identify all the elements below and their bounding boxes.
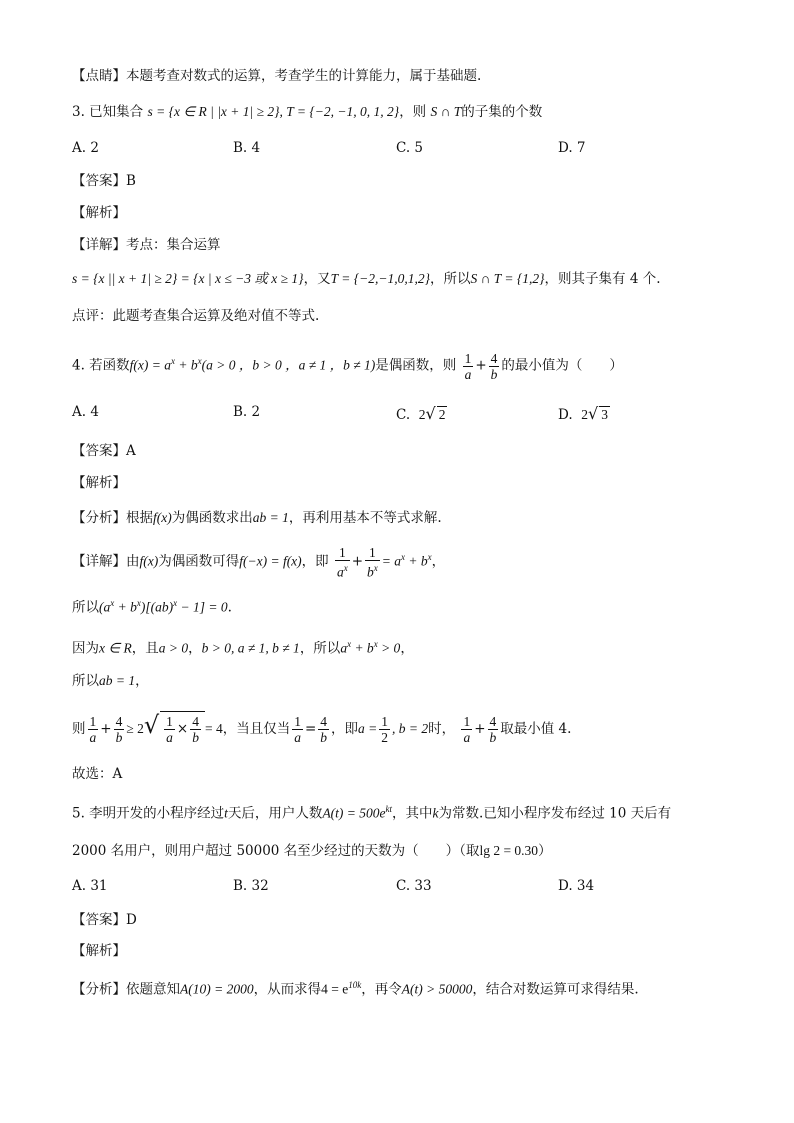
sqrt-icon: √ bbox=[587, 404, 599, 423]
q4-answer-text: 【答案】A bbox=[72, 443, 136, 459]
q4-options bbox=[0, 404, 794, 426]
q5-e: 为常数.已知小程序发布经过 10 天后有 bbox=[438, 805, 672, 822]
frac-den-exp: x bbox=[343, 562, 348, 573]
q3-jiexi bbox=[72, 203, 126, 223]
q5-lg: lg 2 = 0.30 bbox=[479, 843, 539, 858]
q5-d: ，其中 bbox=[392, 805, 433, 822]
q4-prefix: 4. 若函数 bbox=[72, 357, 130, 374]
q3-option-d: D. 7 bbox=[558, 140, 586, 156]
frac-den: a bbox=[464, 366, 472, 382]
q3-suffix: 的子集的个数 bbox=[461, 104, 543, 120]
exp-x: x bbox=[110, 598, 115, 608]
q4-detail-a: 【详解】由 bbox=[72, 553, 140, 570]
frac-1-2 bbox=[379, 714, 390, 745]
q3-intersection: S ∩ T bbox=[430, 104, 462, 119]
q4-because bbox=[72, 634, 414, 659]
q4-option-d-label: D. bbox=[558, 407, 573, 423]
q3-prefix: 3. 已知集合 bbox=[72, 104, 144, 120]
q4-analysis-e: ，再利用基本不等式求解. bbox=[288, 510, 442, 526]
q3-answer bbox=[72, 171, 136, 191]
q4-func: f(x) = a bbox=[129, 357, 172, 373]
q5-analysis-d: 4 = e bbox=[321, 981, 349, 997]
q4-analysis-c: 为偶函数求出 bbox=[171, 510, 253, 526]
frac-num: 1 bbox=[463, 714, 471, 729]
exp-x: x bbox=[173, 598, 178, 608]
q4-then-a: 则 bbox=[72, 721, 86, 737]
q4-option-d-coef: 2 bbox=[581, 407, 588, 422]
frac-num: 4 bbox=[490, 350, 498, 366]
q5-option-c: C. 33 bbox=[396, 878, 432, 894]
q3-set-s: s = {x ∈ R | |x + 1| ≥ 2} bbox=[147, 104, 280, 119]
q4-so-1-c: + b bbox=[114, 599, 137, 615]
frac-num: 4 bbox=[192, 714, 199, 729]
q4-option-d-rad: 3 bbox=[601, 407, 608, 422]
q3-answer-text: 【答案】B bbox=[72, 173, 136, 189]
q5-options bbox=[0, 878, 794, 898]
q4-because-j: > 0 bbox=[377, 640, 401, 656]
q4-then-h: 时， bbox=[428, 721, 456, 737]
q3-then: ，则 bbox=[399, 104, 427, 120]
frac-den: b bbox=[192, 730, 199, 745]
frac-den: a bbox=[336, 564, 344, 580]
frac-den: b bbox=[367, 564, 374, 580]
q5-analysis-b: A(10) = 2000 bbox=[180, 981, 254, 997]
frac-num: 4 bbox=[320, 714, 328, 729]
q5-a: 5. 李明开发的小程序经过 bbox=[72, 805, 225, 822]
q4-because-d: a > 0 bbox=[158, 640, 189, 656]
q3-sol-end: ，则其子集有 4 个. bbox=[544, 271, 661, 287]
q3-xiangjie bbox=[72, 235, 221, 255]
q4-so-1-e: − 1] = 0 bbox=[177, 599, 228, 615]
q5-answer bbox=[72, 910, 137, 930]
q4-because-k: ， bbox=[400, 640, 414, 657]
q4-frac-1a bbox=[463, 351, 474, 382]
q4-detail-h: ， bbox=[431, 553, 446, 570]
question-3 bbox=[72, 102, 542, 122]
q3-sol-t: T = {−2,−1,0,1,2} bbox=[330, 271, 430, 286]
q4-detail-g: + b bbox=[405, 553, 428, 569]
q4-then-eq4: = 4 bbox=[204, 721, 223, 736]
q4-choice-text: 故选：A bbox=[72, 766, 123, 782]
q4-so-2-b: ab = 1 bbox=[99, 673, 136, 688]
frac-num: 4 bbox=[115, 714, 123, 729]
frac-num: 1 bbox=[335, 545, 350, 561]
q4-because-i: + b bbox=[351, 640, 374, 656]
question-5-cont bbox=[72, 841, 552, 861]
exp-x: x bbox=[347, 639, 352, 649]
q5-2: 2000 名用户，则用户超过 50000 名至少经过的天数为（ ）（取 bbox=[72, 843, 480, 859]
q4-detail-fx: f(x) bbox=[139, 553, 159, 569]
frac-den: a bbox=[294, 730, 301, 745]
q4-then-g: , b = 2 bbox=[392, 721, 429, 736]
q4-then: 则 $\frac{1}{a}$ + $\frac{4}{b}$ ≥ 2√ $\frac{1}{a}$ × $\frac{4}{b}$ = 4，当且仅当 $\frac{1}{a}$ = $\frac{4}{b}$ ，即a = $\frac{1}{2}$ , b = 2时， $\frac{1}{a}$ + $\frac{4}{b}$ 取最小值 4. bbox=[72, 711, 572, 745]
q5-analysis-c: ，从而求得 bbox=[253, 981, 322, 998]
q3-option-a: A. 2 bbox=[72, 140, 99, 156]
q3-set-t: , T = {−2, −1, 0, 1, 2} bbox=[279, 104, 400, 119]
frac-num: 1 bbox=[166, 714, 173, 729]
q4-then-d: ，当且仅当 bbox=[222, 721, 291, 737]
q4-answer bbox=[72, 441, 136, 461]
q4-jiexi bbox=[72, 473, 126, 493]
q4-exp-x2: x bbox=[197, 356, 202, 366]
q4-so-2 bbox=[72, 671, 149, 691]
question-4: 4. 若函数$f(x) = a^x + b^x(a > 0$ ，b > 0 ，a ≠ 1 ，b ≠ 1)是偶函数，则 $\frac{1}{a}$ + $\frac{4}{b}$ 的最小值为（ ） bbox=[72, 350, 623, 382]
q3-sol-st: S ∩ T = {1,2} bbox=[470, 271, 545, 286]
q4-then-ge: ≥ 2 bbox=[126, 721, 144, 736]
frac-den-exp: x bbox=[373, 562, 378, 573]
q4-option-c-label: C. bbox=[396, 407, 411, 423]
q4-then-i: 取最小值 4. bbox=[500, 721, 572, 737]
q4-option-d bbox=[558, 404, 610, 423]
frac-4-b bbox=[318, 714, 329, 745]
q4-detail-c: 为偶函数可得 bbox=[158, 553, 240, 570]
q5-analysis bbox=[72, 975, 639, 1000]
q4-option-a: A. 4 bbox=[72, 404, 99, 420]
q4-analysis-a: 【分析】根据 bbox=[72, 510, 153, 526]
q4-choice bbox=[72, 764, 122, 784]
q5-analysis-e: ，再令 bbox=[361, 981, 402, 998]
q3-sol-so: ，所以 bbox=[429, 271, 471, 287]
q3-option-c: C. 5 bbox=[396, 140, 424, 156]
frac-num: 1 bbox=[464, 350, 472, 366]
frac-num: 4 bbox=[489, 714, 497, 729]
q4-detail-eq: f(−x) = f(x) bbox=[239, 553, 302, 569]
q4-option-b: B. 2 bbox=[233, 404, 261, 420]
q4-analysis-fx: f(x) bbox=[153, 510, 172, 525]
q4-exp-x1: x bbox=[171, 356, 176, 366]
q3-comment bbox=[72, 306, 319, 326]
q4-option-c-rad: 2 bbox=[438, 407, 446, 422]
q4-so-1-b: (a bbox=[99, 599, 111, 615]
frac-1-a bbox=[292, 714, 303, 745]
dianjing-text: 【点睛】本题考查对数式的运算，考查学生的计算能力，属于基础题. bbox=[72, 68, 482, 84]
frac-den: a bbox=[89, 730, 97, 745]
q4-option-c-coef: 2 bbox=[418, 407, 426, 422]
sqrt-icon: √ bbox=[425, 404, 436, 423]
frac-den: b bbox=[320, 730, 328, 745]
frac-den: b bbox=[115, 730, 123, 745]
q4-so-2-c: ， bbox=[135, 673, 149, 689]
frac-1-a bbox=[461, 714, 472, 745]
q4-then-f: a = bbox=[358, 721, 378, 736]
frac-den: b bbox=[489, 730, 497, 745]
q4-so-1-d: )[(ab) bbox=[140, 599, 174, 615]
q3-comment-text: 点评：此题考查集合运算及绝对值不等式. bbox=[72, 308, 320, 324]
q4-frac-1bx bbox=[365, 545, 380, 580]
q4-then-e: ，即 bbox=[331, 721, 359, 737]
q4-plus-b: + b bbox=[175, 357, 198, 373]
q4-detail-f: = a bbox=[381, 553, 402, 569]
frac-num: 1 bbox=[89, 714, 97, 729]
q4-because-g: ，所以 bbox=[299, 640, 341, 657]
q5-analysis-f: A(t) > 50000 bbox=[401, 981, 473, 997]
q4-option-c bbox=[396, 404, 447, 423]
q4-analysis-ab: ab = 1 bbox=[252, 510, 289, 525]
q3-option-b: B. 4 bbox=[233, 140, 261, 156]
q3-jiexi-text: 【解析】 bbox=[72, 205, 126, 221]
frac-4-b bbox=[114, 714, 125, 745]
exp-x: x bbox=[136, 598, 141, 608]
q3-sol-set: s = {x || x + 1| ≥ 2} = {x | x ≤ −3 或 x ≥ 1} bbox=[72, 271, 304, 286]
q4-suffix: 的最小值为（ ） bbox=[501, 357, 623, 374]
q4-because-b: x ∈ R bbox=[99, 640, 132, 656]
q3-sol-and: ，又 bbox=[303, 271, 331, 287]
frac-num: 1 bbox=[365, 545, 380, 561]
q4-even: 是偶函数，则 bbox=[375, 357, 457, 374]
exp-10k: 10k bbox=[348, 980, 362, 990]
q4-detail: 【详解】由f(x)为偶函数可得f(−x) = f(x)，即 $\frac{1}{a^x}$ + $\frac{1}{b^x}$ = $a^x + b^x$， bbox=[72, 544, 446, 580]
q3-xiangjie-text: 【详解】考点：集合运算 bbox=[72, 237, 221, 253]
q4-analysis bbox=[72, 508, 442, 528]
q5-option-a: A. 31 bbox=[72, 878, 108, 894]
exp-x: x bbox=[373, 639, 378, 649]
q5-formula: A(t) = 500e bbox=[322, 805, 386, 821]
q4-frac-1ax bbox=[335, 545, 350, 580]
q5-jiexi bbox=[72, 941, 126, 961]
question-5 bbox=[72, 799, 671, 824]
frac-num: 1 bbox=[294, 714, 301, 729]
frac-den: b bbox=[490, 366, 498, 382]
exp-x: x bbox=[401, 552, 406, 562]
q4-because-f: b > 0, a ≠ 1, b ≠ 1 bbox=[201, 640, 300, 656]
q5-analysis-g: ，结合对数运算可求得结果. bbox=[472, 981, 639, 998]
q4-so-1-a: 所以 bbox=[72, 599, 99, 616]
q3-solution bbox=[72, 269, 661, 289]
q4-jiexi-text: 【解析】 bbox=[72, 475, 126, 491]
sqrt-icon: √ bbox=[143, 711, 160, 739]
exp-x: x bbox=[427, 552, 432, 562]
q4-so-1-f: . bbox=[227, 599, 232, 616]
q5-jiexi-text: 【解析】 bbox=[72, 943, 126, 959]
q4-so-2-a: 所以 bbox=[72, 673, 99, 689]
q4-because-e: ， bbox=[188, 640, 202, 657]
frac-1-a bbox=[164, 714, 175, 745]
q4-detail-e: ，即 bbox=[301, 553, 329, 570]
q4-sqrt-body: $\frac{1}{a}$ × $\frac{4}{b}$ bbox=[160, 711, 205, 746]
frac-den: a bbox=[166, 730, 173, 745]
q5-b: 天后，用户人数 bbox=[227, 805, 323, 822]
q3-options bbox=[0, 140, 794, 160]
q5-answer-text: 【答案】D bbox=[72, 912, 137, 928]
frac-1-a bbox=[88, 714, 99, 745]
q5-t: t bbox=[224, 805, 228, 821]
q5-analysis-a: 【分析】依题意知 bbox=[72, 981, 180, 998]
frac-den: a bbox=[463, 730, 471, 745]
q4-because-a: 因为 bbox=[72, 640, 99, 657]
dianjing-line bbox=[72, 66, 481, 86]
q5-option-b: B. 32 bbox=[233, 878, 269, 894]
frac-4-b bbox=[190, 714, 201, 745]
frac-den: 2 bbox=[381, 730, 389, 745]
q4-frac-4b bbox=[489, 351, 500, 382]
q5-2b: ） bbox=[538, 843, 552, 859]
q4-so-1 bbox=[72, 593, 232, 618]
q4-conditions: (a > 0 ，b > 0 ，a ≠ 1 ，b ≠ 1) bbox=[201, 357, 376, 373]
q4-because-h: a bbox=[340, 640, 348, 656]
q5-k: k bbox=[432, 805, 439, 821]
frac-4-b bbox=[488, 714, 499, 745]
q5-option-d: D. 34 bbox=[558, 878, 595, 894]
frac-num: 1 bbox=[381, 714, 389, 729]
exp-kt: kt bbox=[385, 804, 393, 814]
q4-because-c: ，且 bbox=[131, 640, 159, 657]
